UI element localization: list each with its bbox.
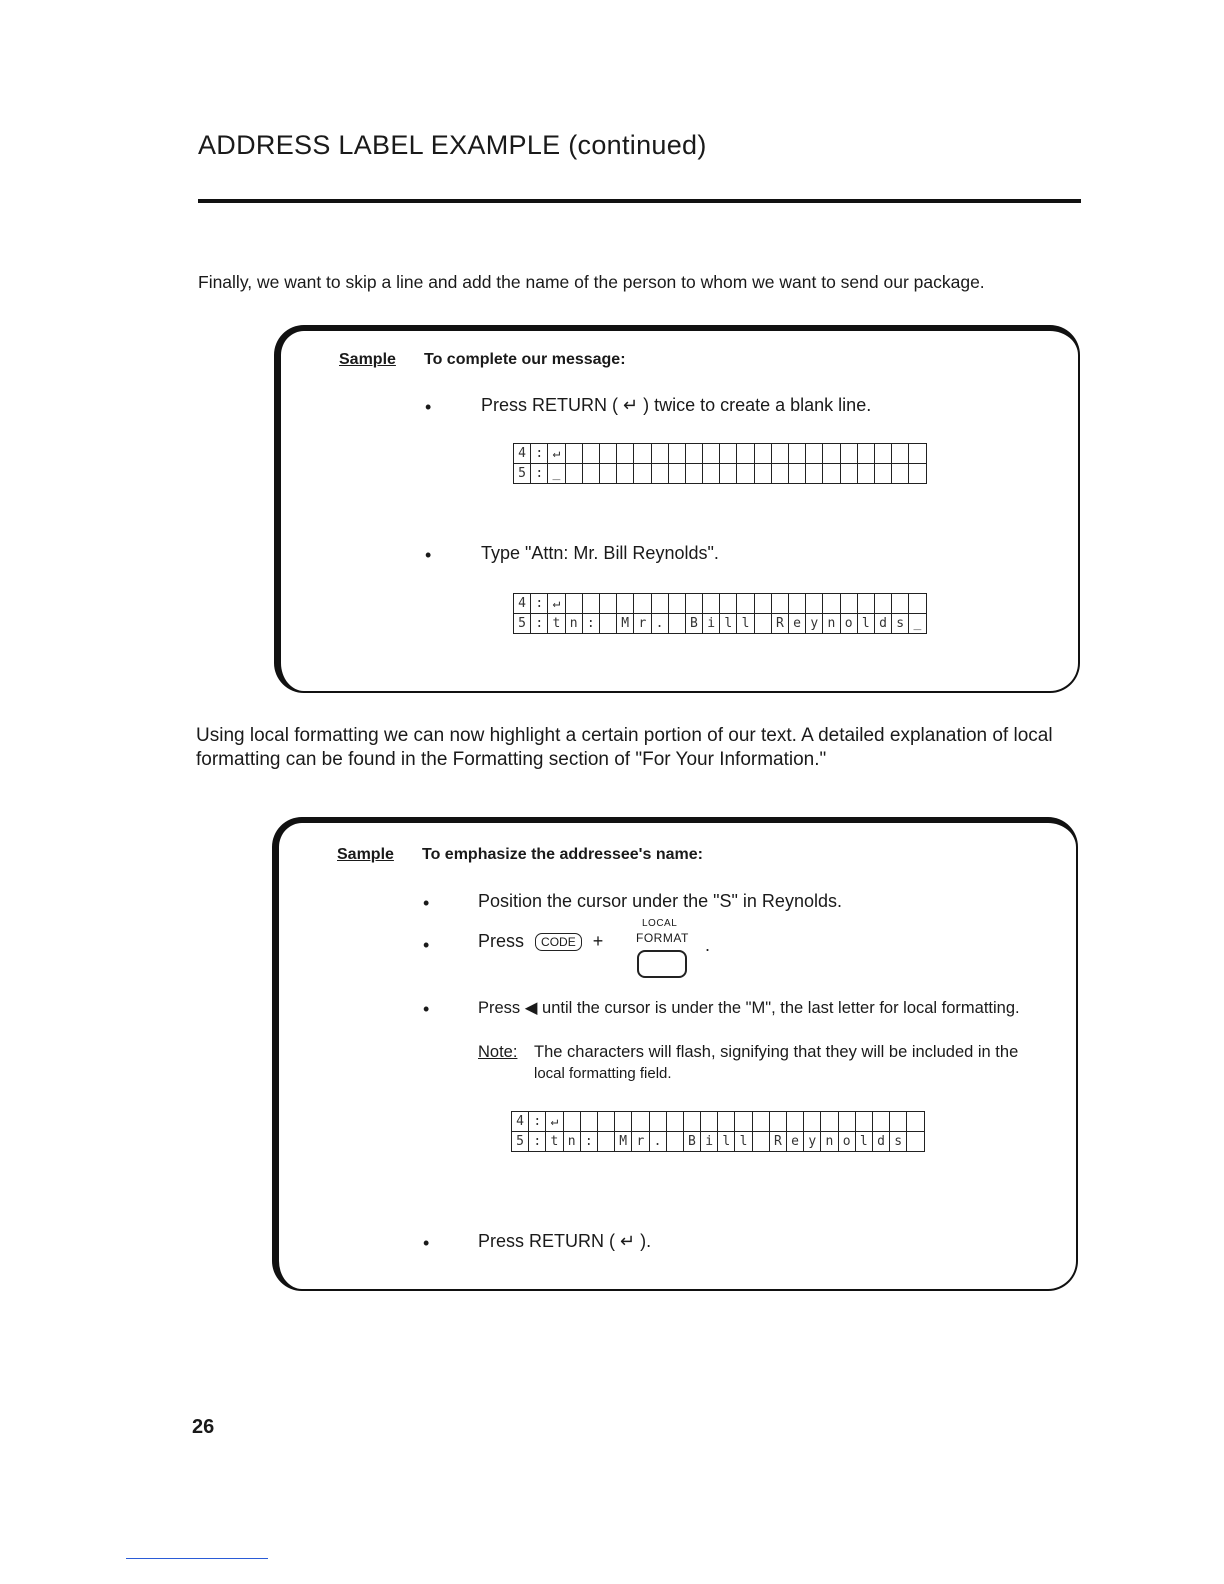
lcd-cell (874, 444, 891, 464)
lcd-cell: r (634, 614, 651, 634)
lcd-cell: l (737, 614, 754, 634)
lcd-cell (599, 444, 616, 464)
local-key-label: FORMAT (636, 931, 689, 945)
lcd-cell: d (874, 614, 891, 634)
lcd-cell (666, 1112, 683, 1132)
lcd-cell (909, 594, 926, 614)
lcd-cell (892, 464, 909, 484)
lcd-cell (872, 1112, 889, 1132)
lcd-cell (634, 464, 651, 484)
lcd-cell (840, 464, 857, 484)
lcd-cell (821, 1112, 838, 1132)
bullet: • (423, 1233, 430, 1253)
lcd-cell (890, 1112, 907, 1132)
lcd-cell (789, 464, 806, 484)
lcd-cell (771, 594, 788, 614)
lcd-display-2 (513, 593, 927, 634)
lcd-cell (617, 444, 634, 464)
lcd-row-1 (514, 594, 927, 614)
local-key-label-top: LOCAL (642, 918, 678, 929)
lcd-cell (771, 444, 788, 464)
period: . (705, 935, 711, 955)
lcd-cell (823, 594, 840, 614)
lcd-display-1 (513, 443, 927, 484)
lcd-cell (806, 464, 823, 484)
lcd-cell (754, 614, 771, 634)
lcd-cell: . (649, 1132, 666, 1152)
lcd-cell: 4 (512, 1112, 529, 1132)
lcd-cell: d (872, 1132, 889, 1152)
page-number: 26 (192, 1416, 215, 1438)
lcd-cell (720, 594, 737, 614)
sample-title: To emphasize the addressee's name: (422, 846, 703, 863)
lcd-cell (754, 594, 771, 614)
local-format-key-icon (637, 950, 687, 978)
lcd-cell: y (804, 1132, 821, 1152)
lcd-cell (597, 1112, 614, 1132)
lcd-cell: l (718, 1132, 735, 1152)
lcd-cell (565, 594, 582, 614)
lcd-cell (685, 594, 702, 614)
lcd-cell (857, 594, 874, 614)
step-text: Press RETURN ( ↵ ). (478, 1231, 652, 1251)
sample-label: Sample (337, 846, 394, 863)
lcd-cell: 5 (512, 1132, 529, 1152)
lcd-cell (668, 444, 685, 464)
lcd-cell: t (546, 1132, 563, 1152)
press-keys-step (478, 931, 603, 952)
lcd-cell (632, 1112, 649, 1132)
intro-text: Finally, we want to skip a line and add the name of the person to whom we want to send our package. (198, 272, 985, 292)
lcd-cell: i (703, 614, 720, 634)
lcd-cell (617, 464, 634, 484)
lcd-cell (615, 1112, 632, 1132)
lcd-cell (668, 464, 685, 484)
lcd-cell (909, 464, 926, 484)
lcd-cell: 5 (514, 464, 531, 484)
lcd-cell (737, 594, 754, 614)
lcd-cell: o (838, 1132, 855, 1152)
lcd-cell (651, 464, 668, 484)
lcd-cell: s (890, 1132, 907, 1152)
lcd-cell (909, 444, 926, 464)
lcd-display-3 (511, 1111, 925, 1152)
lcd-cell: _ (909, 614, 926, 634)
lcd-cell: ↵ (546, 1112, 563, 1132)
bullet: • (423, 935, 430, 955)
lcd-cell (634, 594, 651, 614)
lcd-cell: B (683, 1132, 700, 1152)
lcd-row-1 (512, 1112, 925, 1132)
lcd-cell: : (531, 594, 548, 614)
lcd-cell (752, 1112, 769, 1132)
lcd-cell (685, 464, 702, 484)
step-text: Position the cursor under the "S" in Reynolds. (478, 891, 842, 911)
page-title: ADDRESS LABEL EXAMPLE (continued) (198, 130, 707, 160)
lcd-cell: e (789, 614, 806, 634)
lcd-cell: 4 (514, 594, 531, 614)
lcd-cell (752, 1132, 769, 1152)
press-label: Press (478, 931, 525, 951)
lcd-cell: : (531, 444, 548, 464)
lcd-cell: l (735, 1132, 752, 1152)
lcd-cell: M (615, 1132, 632, 1152)
lcd-row-2 (514, 614, 927, 634)
sample-label: Sample (339, 351, 396, 368)
lcd-cell (597, 1132, 614, 1152)
lcd-cell: R (771, 614, 788, 634)
lcd-cell (703, 444, 720, 464)
lcd-cell: t (548, 614, 565, 634)
note-text-line1: The characters will flash, signifying that they will be included in the (534, 1043, 1019, 1061)
lcd-cell (823, 464, 840, 484)
lcd-cell: 4 (514, 444, 531, 464)
lcd-cell: M (617, 614, 634, 634)
lcd-cell (771, 464, 788, 484)
lcd-cell (874, 464, 891, 484)
lcd-cell (892, 594, 909, 614)
lcd-cell: : (582, 614, 599, 634)
bullet: • (423, 893, 430, 913)
lcd-cell (804, 1112, 821, 1132)
lcd-cell (582, 594, 599, 614)
lcd-cell (874, 594, 891, 614)
step-text: Press ◀ until the cursor is under the "M", the last letter for local formatting. (478, 999, 1020, 1017)
lcd-row-2 (512, 1132, 925, 1152)
lcd-cell (754, 444, 771, 464)
lcd-cell (617, 594, 634, 614)
code-key-icon: CODE (535, 933, 582, 951)
lcd-cell: : (529, 1132, 546, 1152)
footer-line (126, 1558, 268, 1559)
lcd-cell (599, 594, 616, 614)
lcd-cell: r (632, 1132, 649, 1152)
lcd-cell (737, 444, 754, 464)
lcd-cell: l (855, 1132, 872, 1152)
lcd-cell (720, 444, 737, 464)
lcd-cell (907, 1132, 924, 1152)
lcd-cell (582, 444, 599, 464)
bullet: • (423, 999, 430, 1019)
lcd-cell (823, 444, 840, 464)
local-formatting-paragraph: Using local formatting we can now highlight a certain portion of our text. A detailed explanation of local formatting can be found in the Formatting section of "For Your Information." (196, 725, 1053, 770)
lcd-cell (683, 1112, 700, 1132)
lcd-cell: ↵ (548, 594, 565, 614)
bullet: • (425, 397, 432, 417)
sample-panel-1 (274, 325, 1080, 693)
lcd-cell (838, 1112, 855, 1132)
lcd-cell: B (685, 614, 702, 634)
lcd-cell (769, 1112, 786, 1132)
lcd-cell: . (651, 614, 668, 634)
note-label (478, 1043, 517, 1062)
lcd-cell: R (769, 1132, 786, 1152)
lcd-cell (685, 444, 702, 464)
lcd-cell: e (787, 1132, 804, 1152)
note-label-text: Note: (478, 1043, 518, 1061)
lcd-cell (582, 464, 599, 484)
plus-sign: + (592, 931, 604, 951)
lcd-cell (651, 444, 668, 464)
lcd-cell: i (701, 1132, 718, 1152)
lcd-cell (789, 594, 806, 614)
lcd-cell: n (565, 614, 582, 634)
lcd-cell (789, 444, 806, 464)
lcd-cell (718, 1112, 735, 1132)
lcd-cell (565, 464, 582, 484)
lcd-cell: l (857, 614, 874, 634)
lcd-cell: _ (548, 464, 565, 484)
lcd-cell (787, 1112, 804, 1132)
step-text: Type "Attn: Mr. Bill Reynolds". (481, 543, 719, 563)
lcd-cell (754, 464, 771, 484)
lcd-cell (634, 444, 651, 464)
lcd-cell (599, 464, 616, 484)
lcd-cell: s (892, 614, 909, 634)
lcd-cell (668, 614, 685, 634)
lcd-cell: ↵ (548, 444, 565, 464)
lcd-cell: 5 (514, 614, 531, 634)
lcd-cell (735, 1112, 752, 1132)
lcd-cell (720, 464, 737, 484)
sample-title: To complete our message: (424, 351, 626, 368)
lcd-row-2 (514, 464, 927, 484)
lcd-cell (668, 594, 685, 614)
lcd-cell (565, 444, 582, 464)
step-text: Press RETURN ( ↵ ) twice to create a blank line. (481, 395, 872, 415)
lcd-cell (907, 1112, 924, 1132)
lcd-cell (806, 594, 823, 614)
lcd-cell (737, 464, 754, 484)
lcd-cell (703, 594, 720, 614)
lcd-cell (701, 1112, 718, 1132)
lcd-cell: : (531, 464, 548, 484)
lcd-cell (892, 444, 909, 464)
title-rule (198, 199, 1081, 203)
lcd-cell (563, 1112, 580, 1132)
bullet: • (425, 545, 432, 565)
lcd-cell (580, 1112, 597, 1132)
lcd-cell (857, 444, 874, 464)
lcd-cell: y (806, 614, 823, 634)
lcd-cell: : (580, 1132, 597, 1152)
sample-panel-2 (272, 817, 1078, 1291)
lcd-cell: n (823, 614, 840, 634)
lcd-cell: : (531, 614, 548, 634)
lcd-cell: n (821, 1132, 838, 1152)
lcd-cell: : (529, 1112, 546, 1132)
lcd-cell (599, 614, 616, 634)
lcd-cell (855, 1112, 872, 1132)
lcd-cell (666, 1132, 683, 1152)
lcd-cell (651, 594, 668, 614)
note-text-line2: local formatting field. (534, 1065, 672, 1082)
lcd-cell (840, 444, 857, 464)
lcd-cell (649, 1112, 666, 1132)
lcd-cell (840, 594, 857, 614)
lcd-row-1 (514, 444, 927, 464)
lcd-cell: l (720, 614, 737, 634)
lcd-cell (857, 464, 874, 484)
lcd-cell (703, 464, 720, 484)
lcd-cell: n (563, 1132, 580, 1152)
lcd-cell (806, 444, 823, 464)
lcd-cell: o (840, 614, 857, 634)
